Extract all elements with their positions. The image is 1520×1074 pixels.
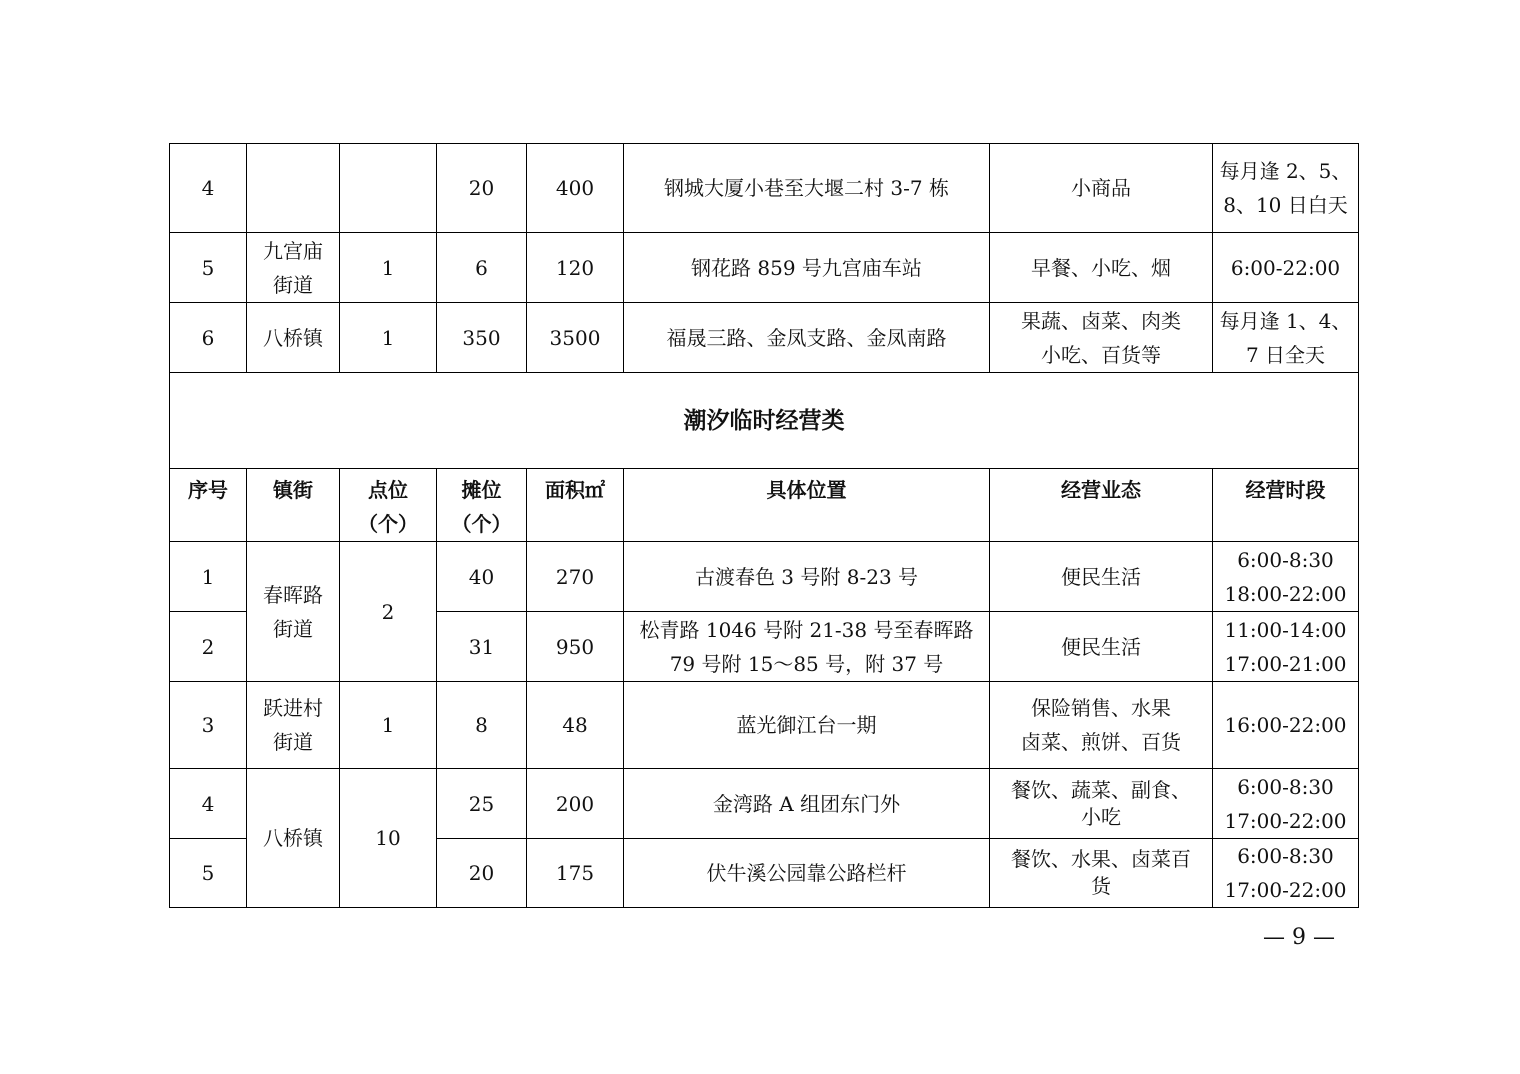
address-cell	[624, 612, 990, 682]
points-cell: 1	[340, 303, 437, 373]
address-line: 79 号附 15～85 号，附 37 号	[669, 651, 944, 676]
header-row	[170, 469, 1359, 542]
address-cell: 金湾路 A 组团东门外	[624, 769, 990, 839]
header-seq: 序号	[170, 469, 247, 542]
stalls-cell: 40	[437, 542, 527, 612]
town-cell	[247, 144, 340, 233]
table-row	[170, 233, 1359, 303]
seq-cell: 4	[170, 769, 247, 839]
stalls-cell: 20	[437, 144, 527, 233]
table-row	[170, 769, 1359, 839]
seq-cell: 3	[170, 682, 247, 769]
section-row	[170, 373, 1359, 469]
stalls-cell: 350	[437, 303, 527, 373]
area-cell: 175	[527, 839, 624, 908]
hours-line: 17:00-21:00	[1224, 651, 1347, 676]
header-stalls	[437, 469, 527, 542]
area-cell: 270	[527, 542, 624, 612]
town-cell	[247, 682, 340, 769]
address-cell: 古渡春色 3 号附 8-23 号	[624, 542, 990, 612]
seq-cell: 6	[170, 303, 247, 373]
area-cell: 950	[527, 612, 624, 682]
seq-cell: 5	[170, 233, 247, 303]
business-line: 餐饮、水果、卤菜百	[1011, 847, 1191, 871]
points-cell: 1	[340, 682, 437, 769]
table-row	[170, 542, 1359, 612]
hours-line: 8、10 日白天	[1223, 193, 1348, 217]
town-cell: 八桥镇	[247, 769, 340, 908]
market-table	[169, 143, 1359, 908]
hours-line: 6:00-8:30	[1237, 774, 1334, 799]
stalls-cell: 8	[437, 682, 527, 769]
town-line: 九宫庙	[263, 238, 323, 263]
hours-cell	[1213, 144, 1359, 233]
business-cell	[990, 839, 1213, 908]
points-cell: 10	[340, 769, 437, 908]
stalls-cell: 20	[437, 839, 527, 908]
town-cell	[247, 233, 340, 303]
hours-line: 6:00-8:30	[1237, 844, 1334, 868]
town-cell	[247, 542, 340, 682]
header-line: 点位	[368, 478, 408, 502]
area-cell: 400	[527, 144, 624, 233]
business-cell: 便民生活	[990, 542, 1213, 612]
hours-cell	[1213, 303, 1359, 373]
hours-line: 6:00-8:30	[1237, 547, 1334, 572]
header-hours: 经营时段	[1213, 469, 1359, 542]
address-cell: 福晟三路、金凤支路、金凤南路	[624, 303, 990, 373]
table-row	[170, 682, 1359, 769]
business-line: 保险销售、水果	[1031, 696, 1171, 720]
business-line: 果蔬、卤菜、肉类	[1021, 308, 1181, 333]
hours-cell	[1213, 769, 1359, 839]
area-cell: 120	[527, 233, 624, 303]
business-cell: 早餐、小吃、烟	[990, 233, 1213, 303]
hours-line: 11:00-14:00	[1224, 617, 1347, 642]
business-line: 小吃	[1081, 804, 1121, 829]
hours-line: 17:00-22:00	[1224, 878, 1347, 902]
seq-cell: 4	[170, 144, 247, 233]
hours-cell: 16:00-22:00	[1213, 682, 1359, 769]
business-cell	[990, 303, 1213, 373]
page-number: — 9 —	[1263, 925, 1335, 950]
points-cell: 1	[340, 233, 437, 303]
address-line: 松青路 1046 号附 21-38 号至春晖路	[639, 617, 974, 642]
header-area: 面积㎡	[527, 469, 624, 542]
business-cell	[990, 769, 1213, 839]
stalls-cell: 31	[437, 612, 527, 682]
header-line: （个）	[358, 512, 418, 536]
stalls-cell: 25	[437, 769, 527, 839]
business-cell	[990, 682, 1213, 769]
address-cell: 蓝光御江台一期	[624, 682, 990, 769]
header-address: 具体位置	[624, 469, 990, 542]
business-line: 小吃、百货等	[1041, 342, 1161, 367]
business-cell: 小商品	[990, 144, 1213, 233]
hours-cell: 6:00-22:00	[1213, 233, 1359, 303]
hours-line: 18:00-22:00	[1224, 581, 1347, 606]
hours-line: 每月逢 2、5、	[1219, 159, 1352, 183]
town-line: 街道	[273, 272, 313, 297]
hours-line: 7 日全天	[1245, 342, 1326, 367]
header-business: 经营业态	[990, 469, 1213, 542]
address-cell: 钢城大厦小巷至大堰二村 3-7 栋	[624, 144, 990, 233]
header-town: 镇街	[247, 469, 340, 542]
stalls-cell: 6	[437, 233, 527, 303]
seq-cell: 2	[170, 612, 247, 682]
area-cell: 48	[527, 682, 624, 769]
town-line: 春晖路	[263, 582, 323, 607]
hours-line: 每月逢 1、4、	[1219, 308, 1352, 333]
seq-cell: 5	[170, 839, 247, 908]
points-cell	[340, 144, 437, 233]
header-line: 摊位	[461, 478, 502, 502]
business-line: 货	[1091, 874, 1111, 898]
town-line: 跃进村	[263, 696, 323, 720]
section-title: 潮汐临时经营类	[170, 373, 1359, 469]
hours-cell	[1213, 612, 1359, 682]
hours-line: 17:00-22:00	[1224, 808, 1347, 833]
business-cell: 便民生活	[990, 612, 1213, 682]
town-line: 街道	[273, 730, 313, 754]
business-line: 餐饮、蔬菜、副食、	[1011, 777, 1191, 802]
address-cell: 伏牛溪公园靠公路栏杆	[624, 839, 990, 908]
hours-cell	[1213, 839, 1359, 908]
area-cell: 3500	[527, 303, 624, 373]
table-row	[170, 144, 1359, 233]
seq-cell: 1	[170, 542, 247, 612]
business-line: 卤菜、煎饼、百货	[1021, 730, 1181, 754]
town-line: 街道	[273, 616, 313, 641]
area-cell: 200	[527, 769, 624, 839]
table-row	[170, 303, 1359, 373]
town-cell: 八桥镇	[247, 303, 340, 373]
header-line: （个）	[451, 512, 512, 536]
address-cell: 钢花路 859 号九宫庙车站	[624, 233, 990, 303]
points-cell: 2	[340, 542, 437, 682]
header-points	[340, 469, 437, 542]
hours-cell	[1213, 542, 1359, 612]
